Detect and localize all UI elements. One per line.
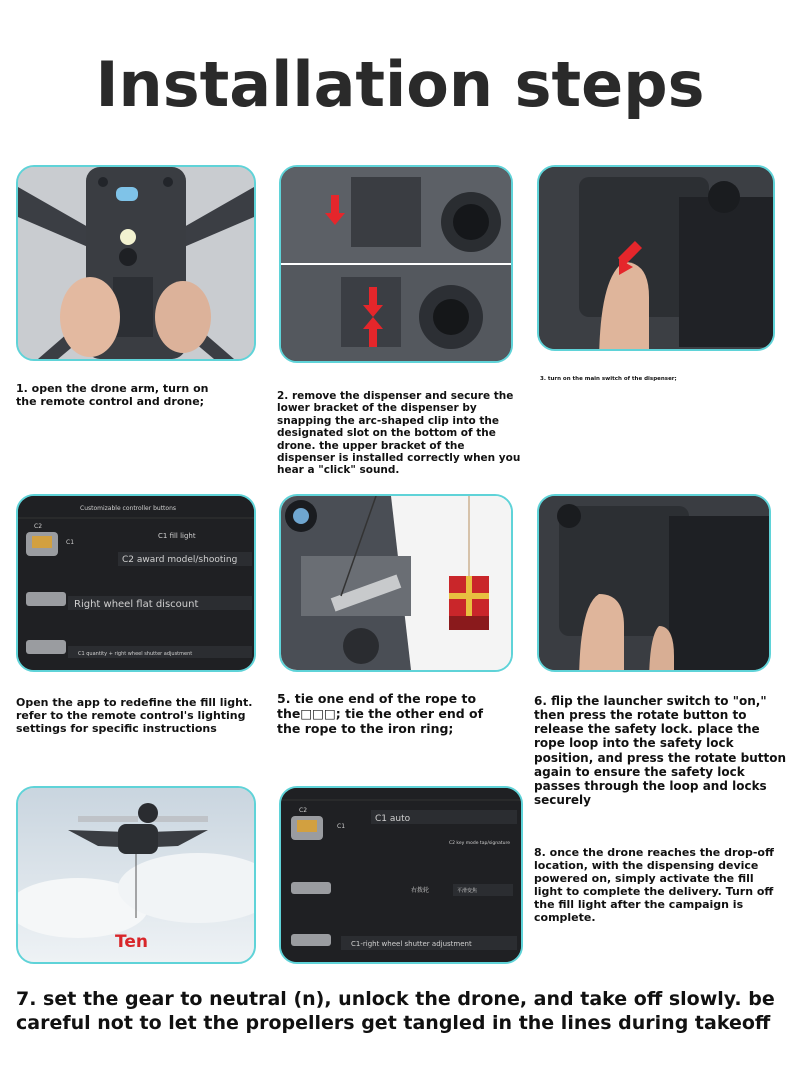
step8-wheel-label: 右拨轮 bbox=[411, 887, 430, 894]
step8-c1-label: C1 auto bbox=[375, 814, 411, 824]
step4-photo bbox=[16, 494, 256, 672]
step6-photo bbox=[537, 494, 771, 672]
step8-caption: 8. once the drone reaches the drop-off location, with the dispensing device powered on, simply activate the fill light to complete the delivery. Turn off the fill light after the campaign is complete. bbox=[534, 846, 774, 924]
step4-c1-label: C1 fill light bbox=[158, 532, 196, 540]
step7-caption: 7. set the gear to neutral (n), unlock the drone, and take off slowly. be careful not to let the propellers get tangled in the lines during takeoff bbox=[16, 988, 775, 1034]
step8-c2-tag: C2 bbox=[299, 807, 308, 814]
step3-photo bbox=[537, 165, 775, 351]
step8-bottom-label: C1-right wheel shutter adjustment bbox=[351, 940, 472, 948]
step5-caption: 5. tie one end of the rope to the□□□; tie the other end of the rope to the iron ring; bbox=[277, 691, 484, 736]
page-title: Installation steps bbox=[95, 48, 705, 121]
step1-caption: 1. open the drone arm, turn on the remote control and drone; bbox=[16, 382, 209, 408]
step8-wheel-value: 平滑变焦 bbox=[457, 888, 478, 894]
step8-c1-tag: C1 bbox=[337, 823, 346, 830]
step5-photo bbox=[279, 494, 513, 672]
step8-c2-note: C2 key mode tap/signature bbox=[449, 841, 511, 846]
step4-c2-tag: C2 bbox=[34, 523, 43, 530]
step4-caption: Open the app to redefine the fill light. refer to the remote control's lighting settings for specific instructions bbox=[16, 696, 253, 735]
step4-c2-label: C2 award model/shooting bbox=[122, 555, 238, 565]
step4-wheel-label: Right wheel flat discount bbox=[74, 599, 199, 610]
step8-photo bbox=[279, 786, 523, 964]
step2-photo bbox=[279, 165, 513, 363]
step1-photo bbox=[16, 165, 256, 361]
step4-ui-header: Customizable controller buttons bbox=[80, 505, 176, 512]
step3-caption: 3. turn on the main switch of the dispenser; bbox=[540, 376, 677, 382]
step4-bottom-label: C1 quantity + right wheel shutter adjustment bbox=[78, 651, 193, 657]
step7-photo-label: Ten bbox=[115, 932, 148, 952]
step6-caption: 6. flip the launcher switch to "on," then press the rotate button to release the safety lock. place the rope loop into the safety lock position, and press the rotate button again to ensure the safety lock passes through the loop and locks securely bbox=[534, 694, 787, 808]
step4-c1-tag: C1 bbox=[66, 539, 75, 546]
step2-caption: 2. remove the dispenser and secure the lower bracket of the dispenser by snapping the arc-shaped clip into the designated slot on the bottom of the drone. the upper bracket of the dispenser is installed correctly when you hear a "click" sound. bbox=[277, 390, 521, 477]
